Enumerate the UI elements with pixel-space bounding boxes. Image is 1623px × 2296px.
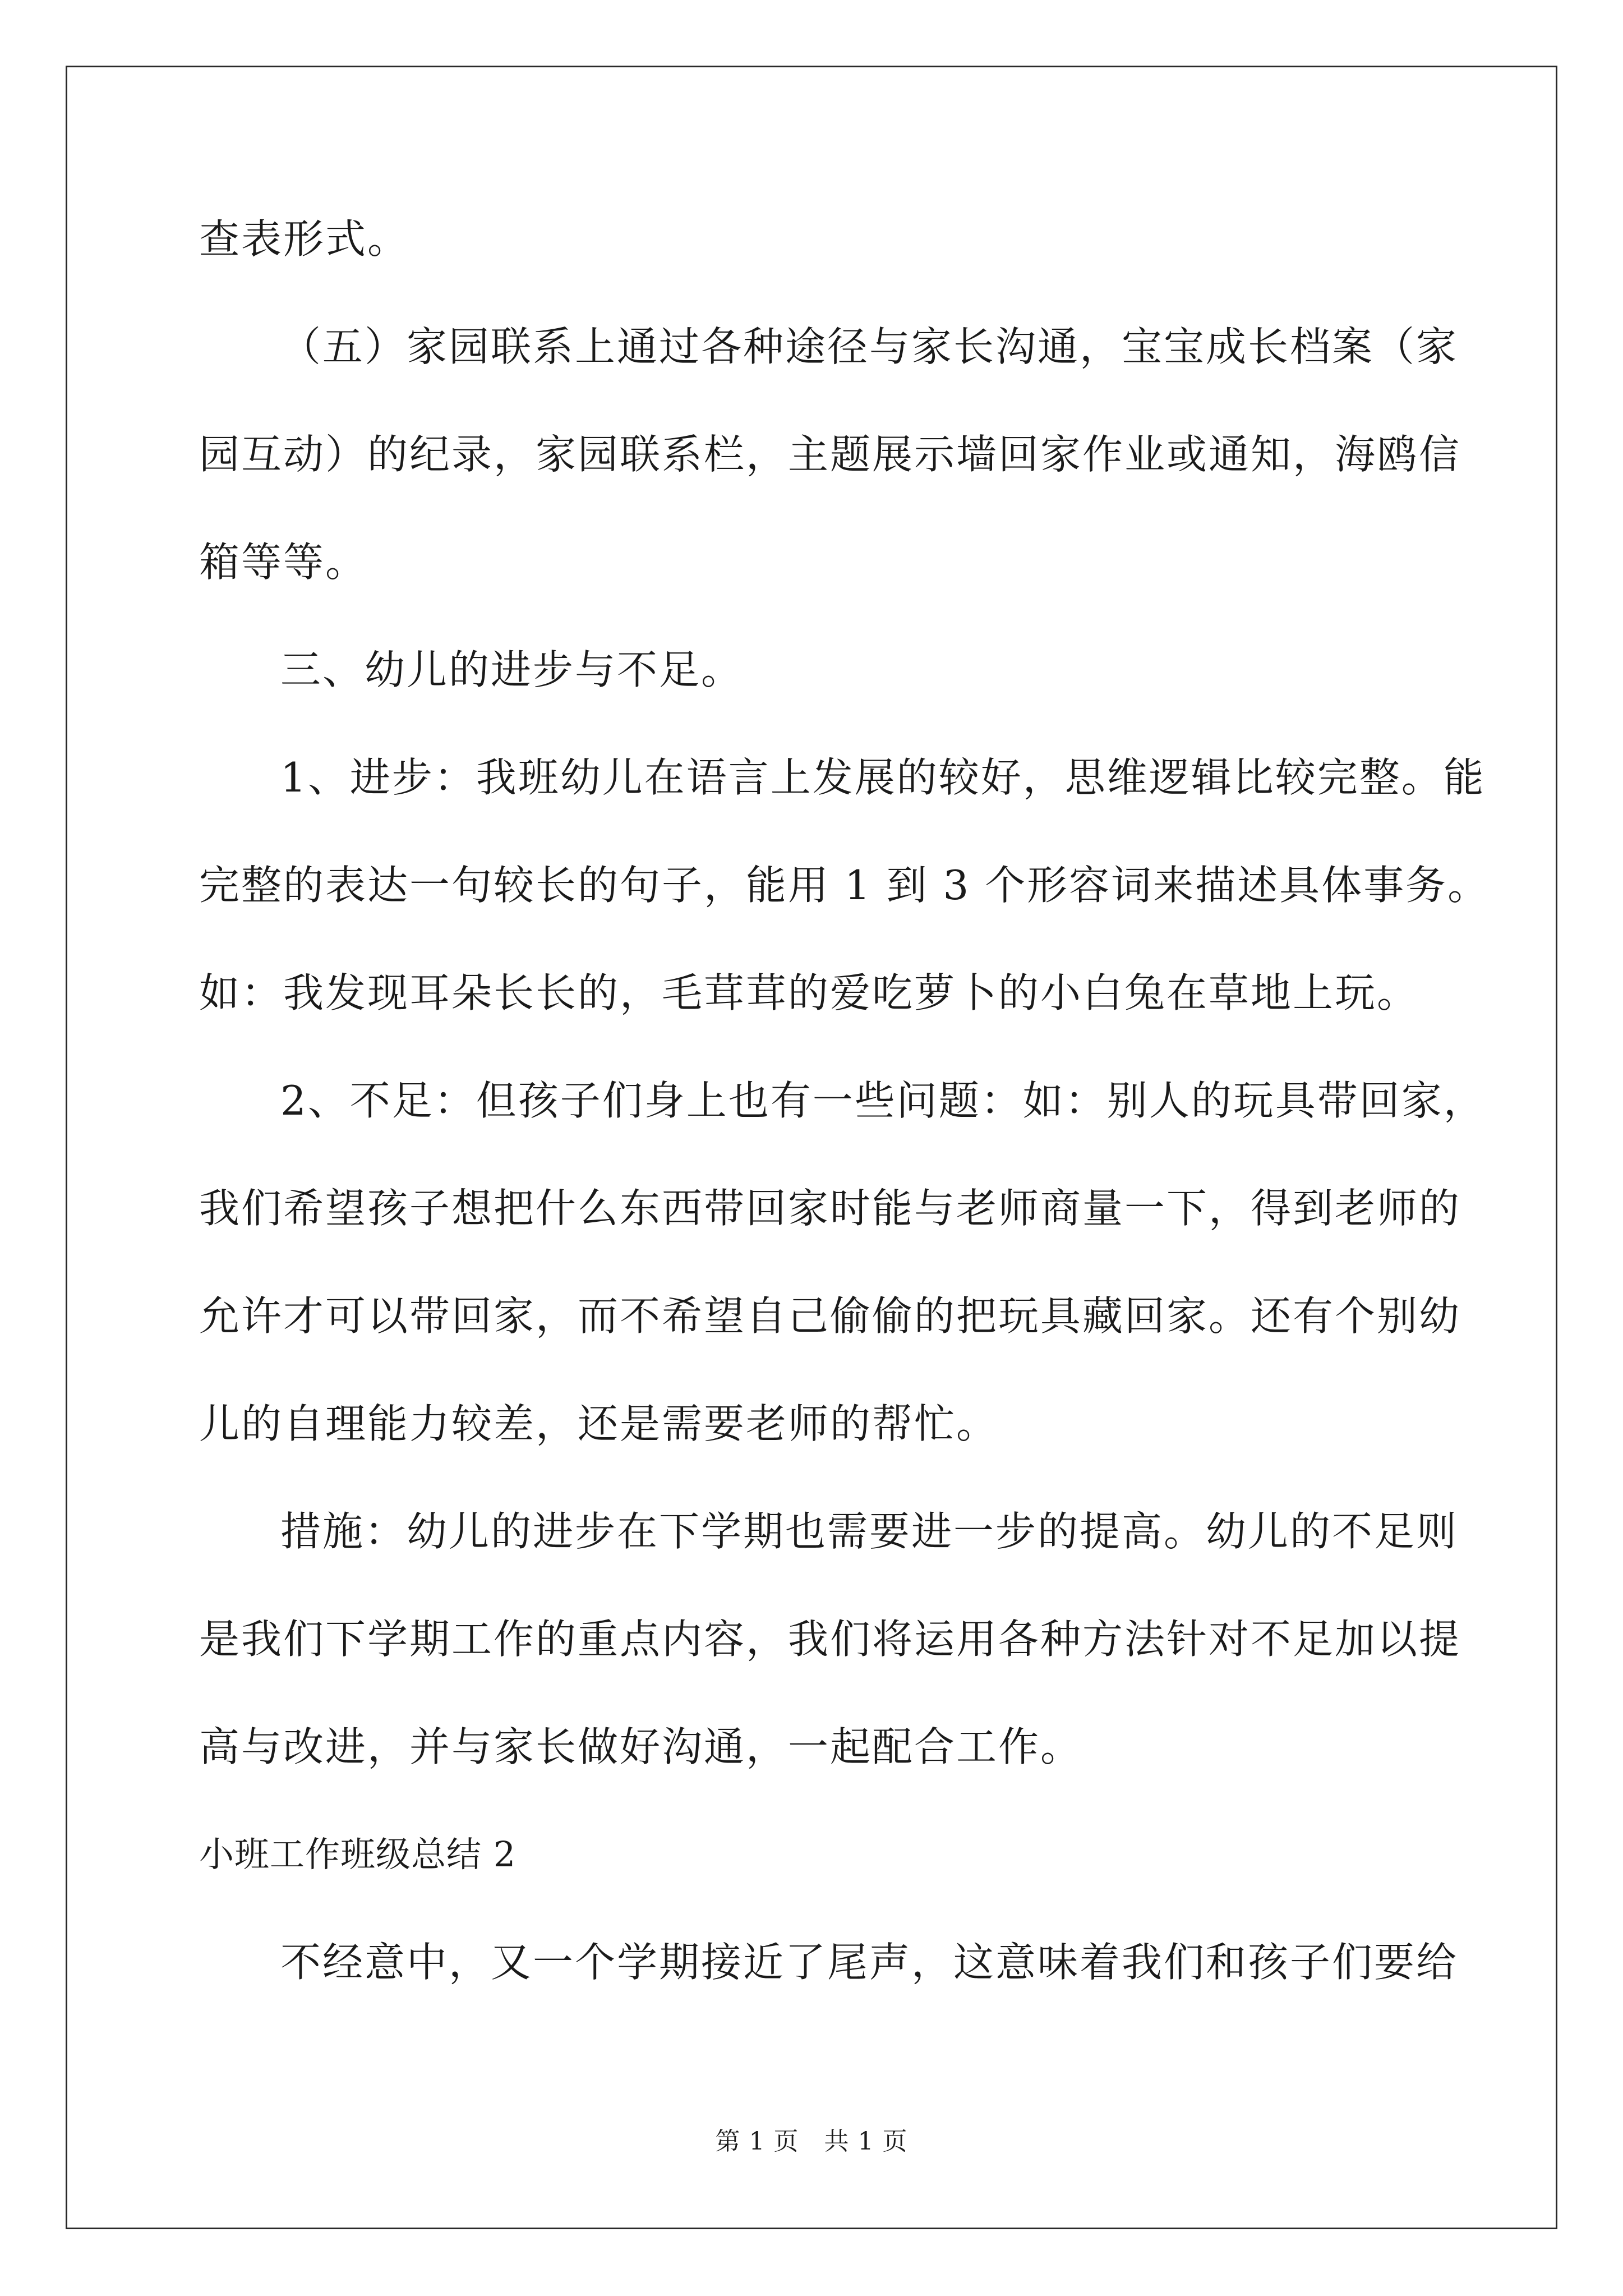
text-line: 措施：幼儿的进步在下学期也需要进一步的提高。幼儿的不足则 [280,1508,1459,1555]
text-line: 允许才可以带回家，而不希望自己偷偷的把玩具藏回家。还有个别幼 [199,1292,1461,1340]
section-heading: 三、幼儿的进步与不足。 [280,646,744,693]
text-line: 2、不足：但孩子们身上也有一些问题：如：别人的玩具带回家， [280,1077,1486,1124]
text-line: 是我们下学期工作的重点内容，我们将运用各种方法针对不足加以提 [199,1616,1461,1663]
page-footer: 第 1 页 共 1 页 [715,2127,908,2156]
text-line: 完整的表达一句较长的句子，能用 1 到 3 个形容词来描述具体事务。 [199,862,1490,909]
page-frame [66,66,1557,2229]
text-line: 1、进步：我班幼儿在语言上发展的较好，思维逻辑比较完整。能 [280,754,1486,801]
text-line: 如：我发现耳朵长长的，毛茸茸的爱吃萝卜的小白兔在草地上玩。 [199,969,1419,1016]
text-line: 我们希望孩子想把什么东西带回家时能与老师商量一下，得到老师的 [199,1185,1461,1232]
text-line: 儿的自理能力较差，还是需要老师的帮忙。 [199,1400,999,1447]
document-heading: 小班工作班级总结 2 [199,1834,517,1875]
text-line: 不经意中，又一个学期接近了尾声，这意味着我们和孩子们要给 [280,1939,1459,1986]
text-line: 箱等等。 [199,539,368,586]
text-line: 园互动）的纪录，家园联系栏，主题展示墙回家作业或通知，海鸥信 [199,431,1461,478]
text-line: （五）家园联系上通过各种途径与家长沟通，宝宝成长档案（家 [280,323,1459,370]
text-line: 高与改进，并与家长做好沟通，一起配合工作。 [199,1723,1083,1770]
text-line: 查表形式。 [199,215,410,263]
